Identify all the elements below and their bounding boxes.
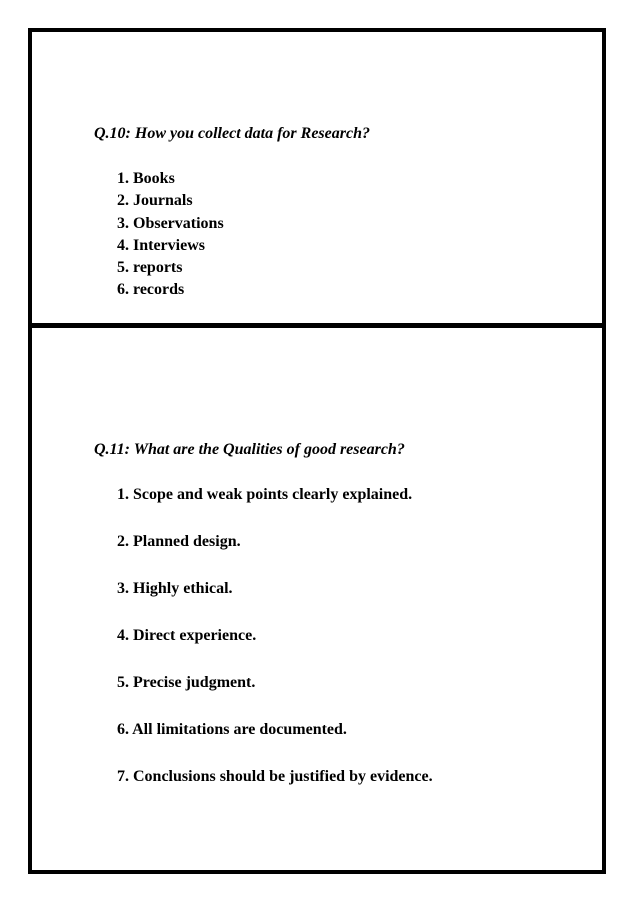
question-10-answer-list	[117, 168, 224, 302]
list-item: 6. All limitations are documented.	[117, 721, 347, 738]
q10-box	[28, 28, 606, 328]
list-item: 1. Books	[117, 170, 175, 187]
list-item: 6. records	[117, 281, 185, 299]
list-item: 2. Planned design.	[117, 533, 241, 550]
question-11-heading: Q.11: What are the Qualities of good research?	[94, 441, 405, 458]
list-item: 2. Journals	[117, 192, 193, 210]
list-item: 5. Precise judgment.	[117, 674, 256, 691]
list-item: 3. Observations	[117, 214, 224, 232]
question-10-heading: Q.10: How you collect data for Research?	[94, 125, 370, 142]
list-item: 7. Conclusions should be justified by evidence.	[117, 768, 433, 785]
list-item: 5. reports	[117, 259, 183, 277]
list-item: 3. Highly ethical.	[117, 580, 233, 597]
question-11-answer-list	[117, 483, 433, 812]
list-item: 1. Scope and weak points clearly explained.	[117, 486, 413, 503]
list-item: 4. Direct experience.	[117, 627, 257, 644]
list-item: 4. Interviews	[117, 236, 205, 254]
